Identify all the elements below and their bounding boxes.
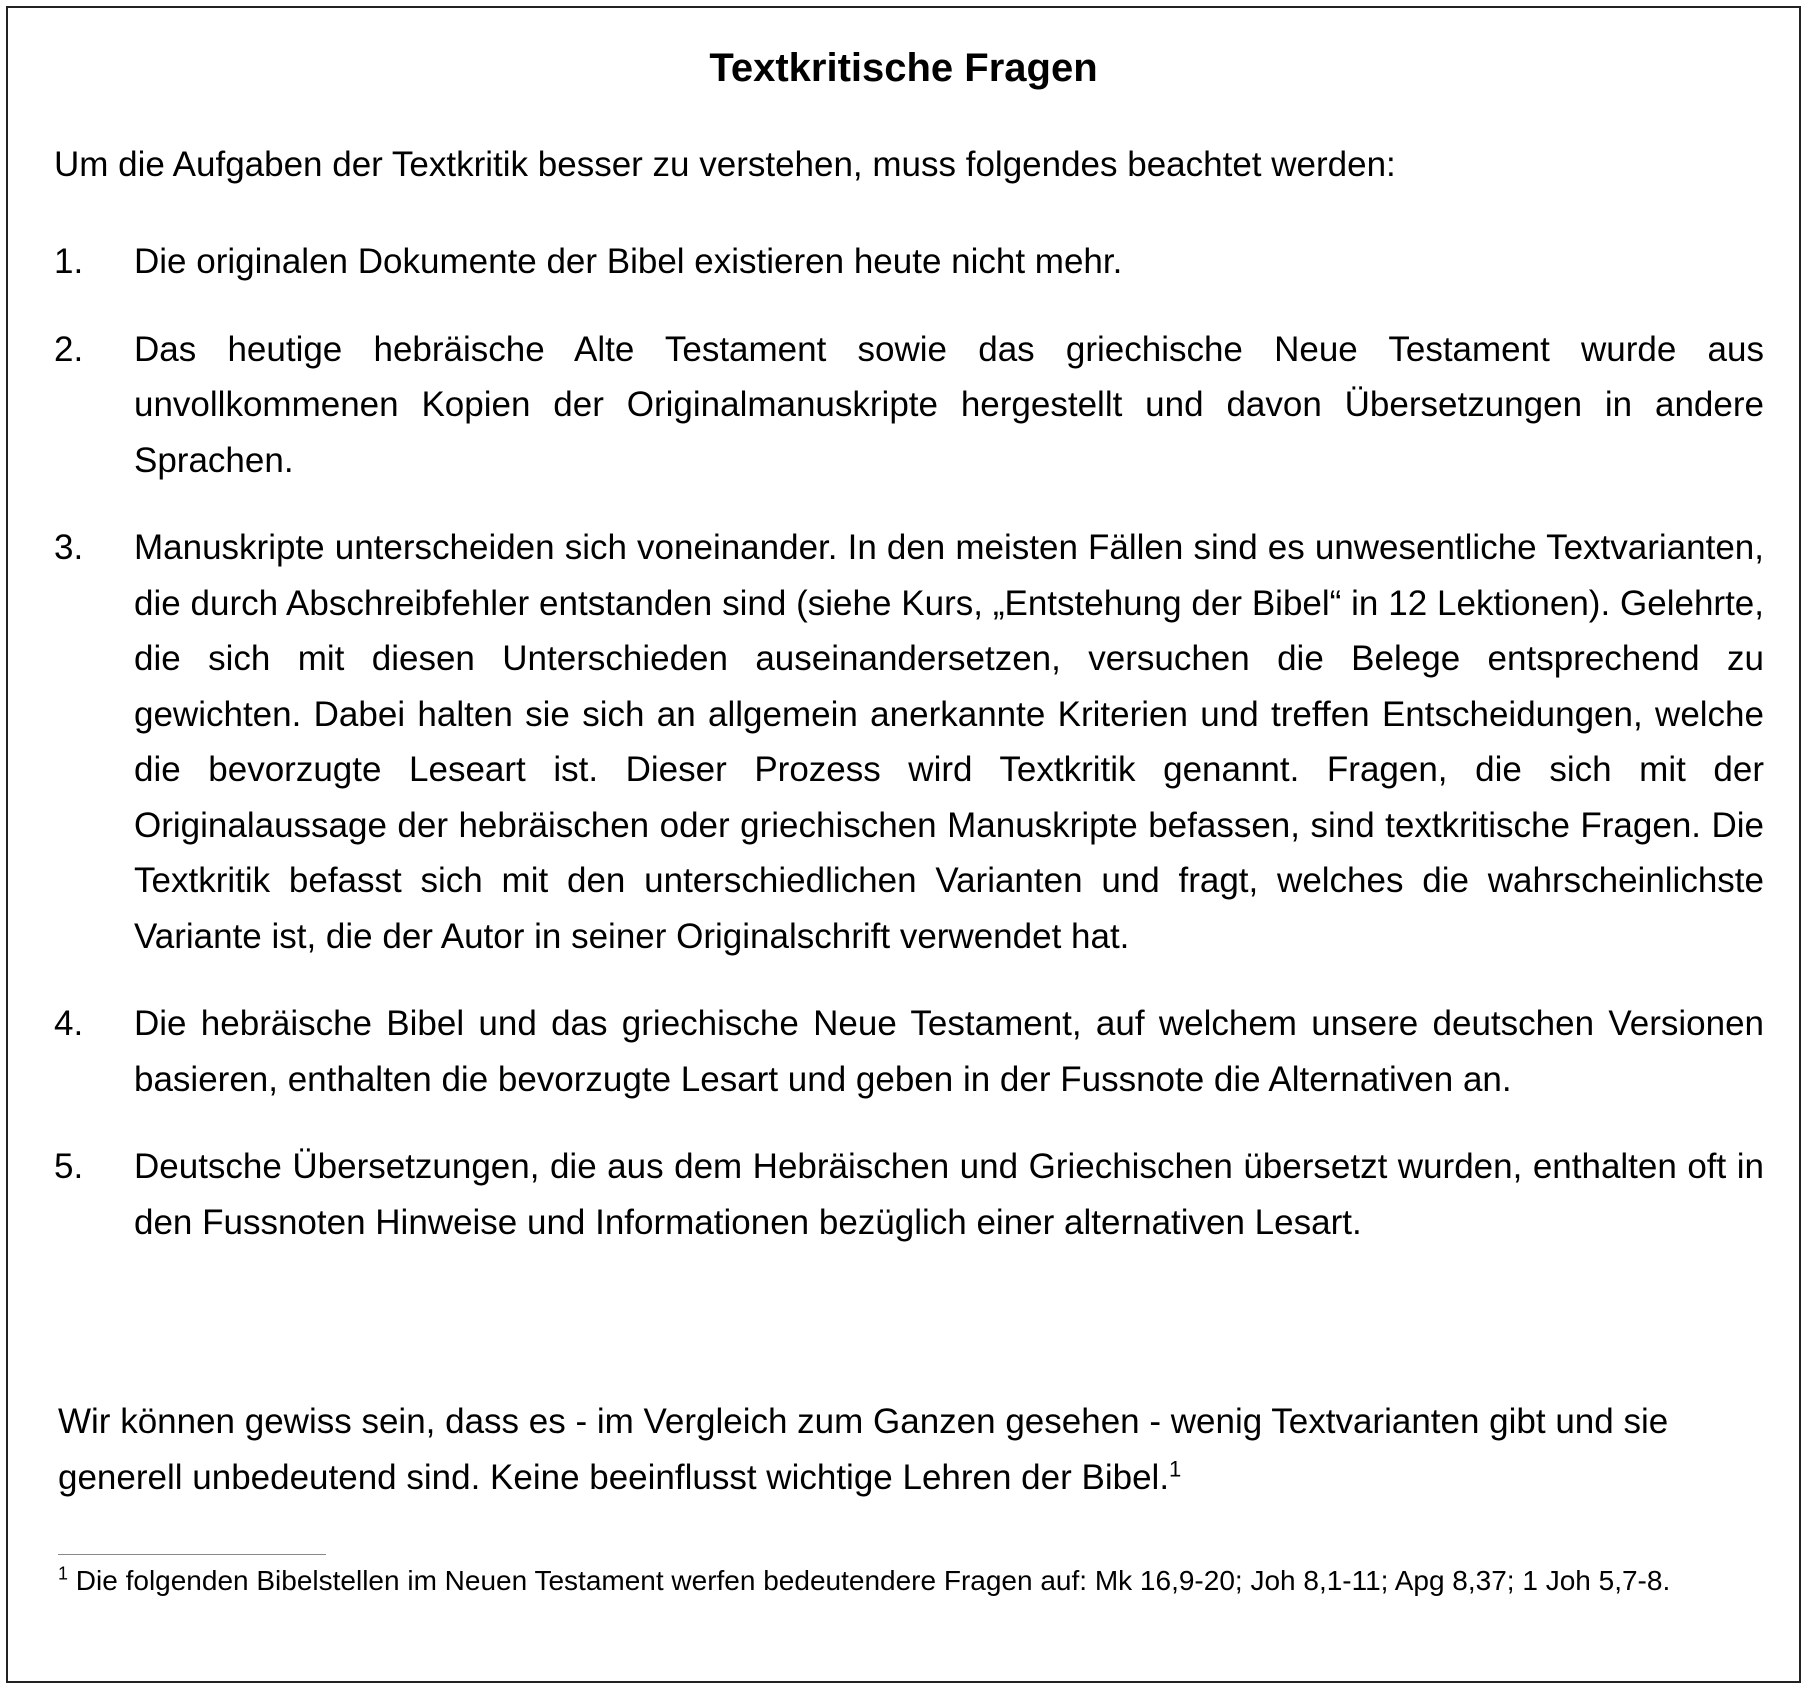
list-item-number: 3. bbox=[54, 528, 84, 567]
list-item-text: Deutsche Übersetzungen, die aus dem Hebräischen und Griechischen übersetzt wurden, enthalten oft in den Fussnoten Hinweise und Informationen bezüglich einer alternativen Lesart. bbox=[134, 1147, 1764, 1242]
list-item bbox=[54, 520, 1764, 964]
list-item-text: Die hebräische Bibel und das griechische Neue Testament, auf welchem unsere deutschen Versionen basieren, enthalten die bevorzugte Lesart und geben in der Fussnote die Alternativen an. bbox=[134, 1004, 1764, 1099]
list-item-text: Manuskripte unterscheiden sich voneinander. In den meisten Fällen sind es unwesentliche Textvarianten, die durch Abschreibfehler entstanden sind (siehe Kurs, „Entstehung der Bibel“ in 12 Lektionen). Gelehrte, die sich mit diesen Unterschieden auseinandersetzen, versuchen die Belege entsprechend zu gewichten. Dabei halten sie sich an allgemein anerkannte Kriterien und treffen Entscheidungen, welche die bevorzugte Leseart ist. Dieser Prozess wird Textkritik genannt. Fragen, die sich mit der Originalaussage der hebräischen oder griechischen Manuskripte befassen, sind textkritische Fragen. Die Textkritik befasst sich mit den unterschiedlichen Varianten und fragt, welches die wahrscheinlichste Variante ist, die der Autor in seiner Originalschrift verwendet hat. bbox=[134, 528, 1764, 956]
list-item bbox=[54, 322, 1764, 489]
list-item-number: 5. bbox=[54, 1147, 84, 1186]
list-item-text: Die originalen Dokumente der Bibel existieren heute nicht mehr. bbox=[134, 242, 1123, 281]
list-item-number: 1. bbox=[54, 242, 84, 281]
numbered-list bbox=[54, 234, 1764, 1250]
closing-text: Wir können gewiss sein, dass es - im Vergleich zum Ganzen gesehen - wenig Textvarianten gibt und sie generell unbedeutend sind. Keine beeinflusst wichtige Lehren der Bibel. bbox=[58, 1402, 1669, 1497]
closing-paragraph bbox=[58, 1394, 1768, 1505]
footnote-separator bbox=[58, 1554, 326, 1555]
list-item bbox=[54, 1139, 1764, 1250]
document-frame bbox=[6, 6, 1801, 1683]
list-item bbox=[54, 234, 1764, 290]
list-item-text: Das heutige hebräische Alte Testament sowie das griechische Neue Testament wurde aus unvollkommenen Kopien der Originalmanuskripte hergestellt und davon Übersetzungen in andere Sprachen. bbox=[134, 329, 1764, 480]
intro-paragraph: Um die Aufgaben der Textkritik besser zu verstehen, muss folgendes beachtet werden: bbox=[54, 145, 1396, 184]
footnote-reference[interactable]: 1 bbox=[1169, 1455, 1182, 1481]
list-item-number: 2. bbox=[54, 329, 84, 369]
footnote-marker: 1 bbox=[58, 1563, 69, 1584]
list-item-number: 4. bbox=[54, 1004, 84, 1043]
list-item bbox=[54, 996, 1764, 1107]
footnote bbox=[58, 1562, 1764, 1600]
document-title: Textkritische Fragen bbox=[709, 46, 1098, 90]
footnote-text: Die folgenden Bibelstellen im Neuen Testament werfen bedeutendere Fragen auf: Mk 16,9-20; Joh 8,1-11; Apg 8,37; 1 Joh 5,7-8. bbox=[75, 1565, 1671, 1596]
